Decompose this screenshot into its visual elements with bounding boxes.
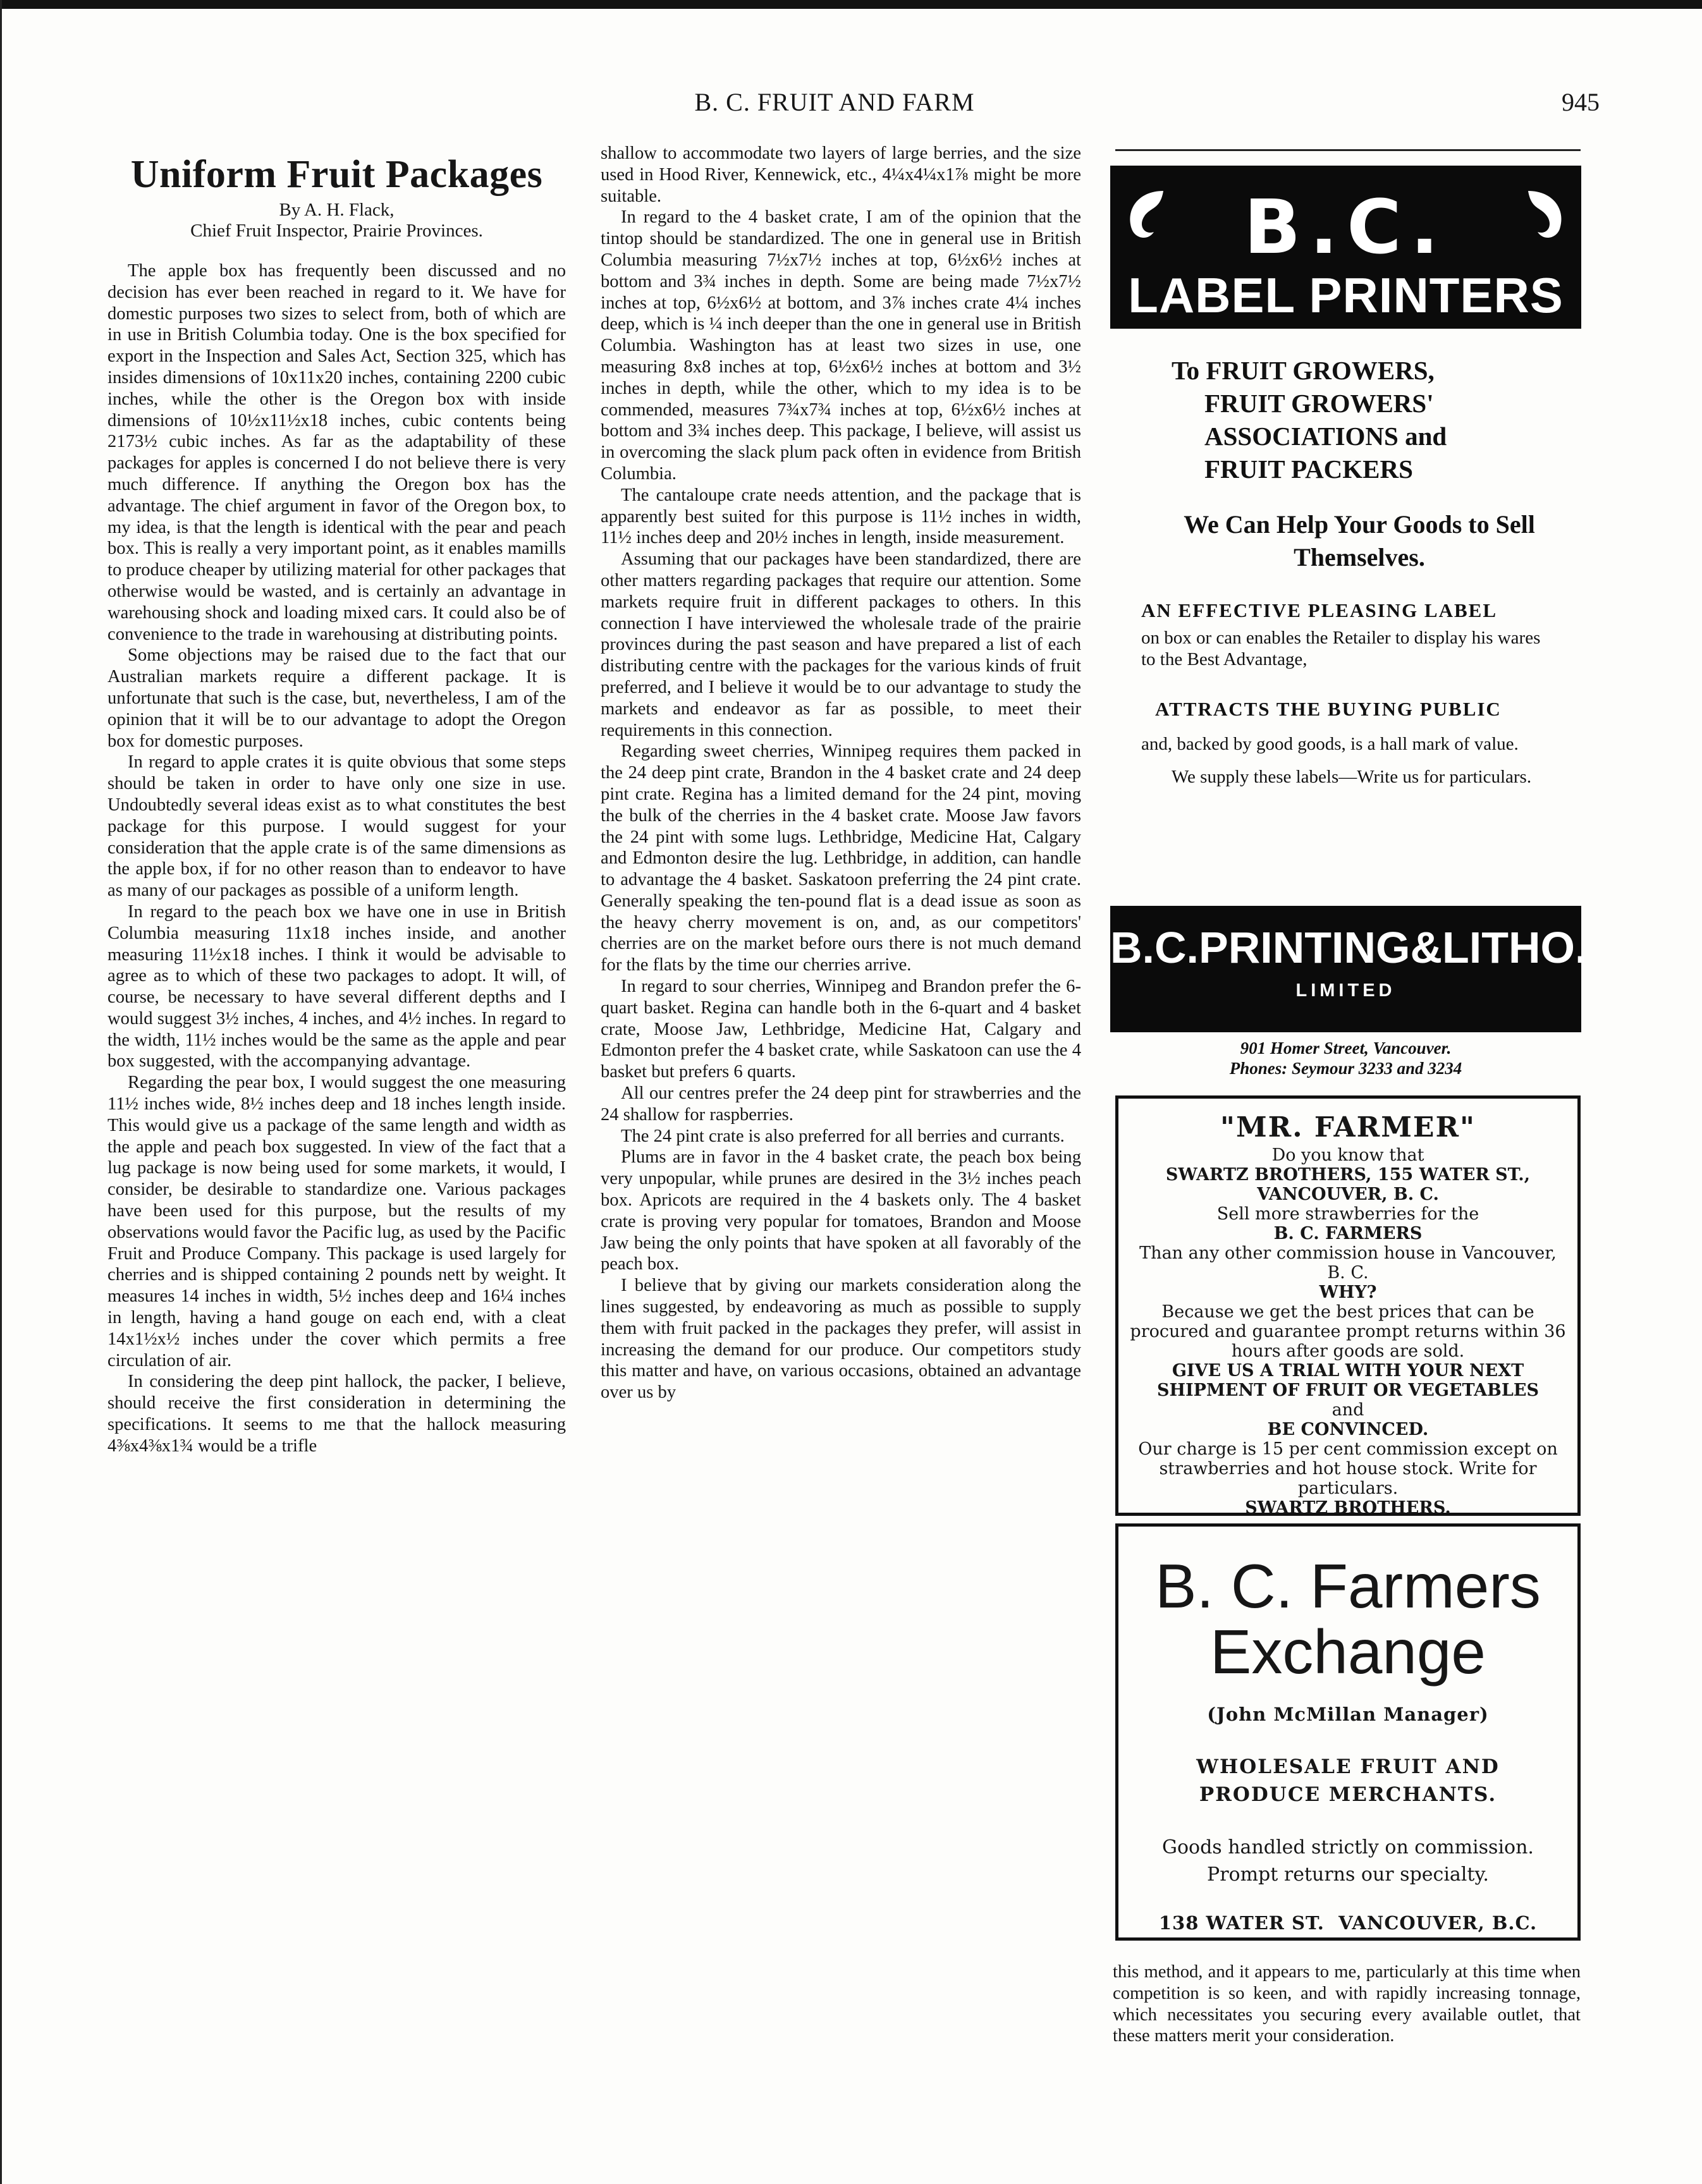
exchange-name-line-2: Exchange xyxy=(1210,1617,1486,1687)
article-byline: By A. H. Flack, xyxy=(279,200,395,220)
text-hall-mark: and, backed by good goods, is a hall mark of value. xyxy=(1141,734,1519,754)
printing-litho-banner xyxy=(1110,906,1588,1032)
article-paragraph: In regard to the peach box we have one in use in British Columbia measuring 11x18 inches inside, and another measuring 11½x18 inches. I think it would be advisable to agree as to which of these two packages to adopt. It will, of course, be necessary to have several different depths and I would suggest 3½ inches, 4 inches, and 4½ inches. In regard to the width, 11½ inches would be the same as the apple and pear box suggested, with the accompanying advantage. xyxy=(107,901,566,1071)
mr-farmer-line: Than any other commission house in Vancouver, B. C. xyxy=(1139,1243,1557,1283)
article-continuation-text: this method, and it appears to me, particularly at this time when competition is so keen, and with rapidly increasing tonnage, which necessitates you securing every available outlet, that these matters merit your consideration. xyxy=(1113,1962,1581,2046)
running-header: B. C. FRUIT AND FARM xyxy=(694,88,975,116)
mr-farmer-line: Do you know that xyxy=(1271,1145,1424,1165)
column-rule xyxy=(1115,149,1581,151)
banner-label-printers: LABEL PRINTERS xyxy=(1128,267,1564,323)
article-paragraph: The cantaloupe crate needs attention, and the package that is apparently best suited for this purpose is 11½ inches in width, 11½ inches deep and 20½ inches in length, inside measurement. xyxy=(601,485,1081,548)
article-title: Uniform Fruit Packages xyxy=(130,153,543,196)
mr-farmer-line: and xyxy=(1332,1400,1364,1420)
article-byline-role: Chief Fruit Inspector, Prairie Provinces. xyxy=(190,221,483,241)
mr-farmer-line: SWARTZ BROTHERS. xyxy=(1245,1498,1451,1518)
to-line-1: To FRUIT GROWERS, xyxy=(1172,356,1435,385)
article-paragraph: All our centres prefer the 24 deep pint for strawberries and the 24 shallow for raspberries. xyxy=(601,1083,1081,1125)
article-paragraph: Regarding sweet cherries, Winnipeg requires them packed in the 24 deep pint crate, Brandon in the 4 basket crate and 24 deep pint crate. Regina has a limited demand for the 24 pint, moving the bulk of the cherries in the 4 basket crate. Moose Jaw favors the 24 pint with some lugs. Lethbridge, Medicine Hat, Calgary and Edmonton desire the lug. Lethbridge, in addition, can handle to advantage the 4 basket. Saskatoon preferring the 24 pint crate. Generally speaking the ten-pound flat is a dead issue as soon as the heavy cherry movement is on, and, as our competitors' cherries are on the market before ours there is not much demand for the flats by the time our cherries arrive. xyxy=(601,741,1081,975)
caps-attracts-public: ATTRACTS THE BUYING PUBLIC xyxy=(1155,698,1502,720)
printing-address: 901 Homer Street, Vancouver. xyxy=(1240,1039,1452,1058)
mr-farmer-line: VANCOUVER, B. C. xyxy=(1257,1185,1439,1204)
banner-bc: B.C. xyxy=(1244,183,1448,271)
mr-farmer-line: BE CONVINCED. xyxy=(1267,1420,1429,1439)
mr-farmer-ad xyxy=(1115,1095,1581,1516)
to-line-4: FRUIT PACKERS xyxy=(1204,454,1413,484)
article-paragraph: In considering the deep pint hallock, the packer, I believe, should receive the first consideration in determining the specifications. It seems to me that the hallock measuring 4⅜x4⅜x1¾ would be a trifle xyxy=(107,1372,566,1456)
article-paragraph: Assuming that our packages have been standardized, there are other matters regarding packages that require our attention. Some markets require fruit in different packages to others. In this connection I have interviewed the wholesale trade of the prairie provinces during the past season and have prepared a list of each distributing centre with the packages for the various kinds of fruit preferred, and I believe it would be to our advantage to study the markets and endeavor as far as possible, to meet their requirements in this connection. xyxy=(601,549,1081,740)
mr-farmer-line: WHY? xyxy=(1319,1283,1377,1302)
article-paragraph: I believe that by giving our markets consideration along the lines suggested, by endeavoring as much as possible to supply them with fruit packed in the packages they prefer, will assist in increasing the demand for our produce. Our competitors study this matter and have, on various occasions, obtained an advantage over us by xyxy=(601,1276,1081,1403)
mr-farmer-line: Our charge is 15 per cent commission except on strawberries and hot house stock. Write for particulars. xyxy=(1138,1439,1558,1498)
exchange-line-2: Prompt returns our specialty. xyxy=(1207,1864,1489,1886)
to-line-3: ASSOCIATIONS and xyxy=(1204,422,1447,451)
exchange-business: WHOLESALE FRUIT AND PRODUCE MERCHANTS. xyxy=(1196,1755,1500,1806)
mr-farmer-line: Sell more strawberries for the xyxy=(1216,1204,1479,1224)
exchange-line-1: Goods handled strictly on commission. xyxy=(1162,1836,1534,1858)
page-left-edge xyxy=(0,0,2,2184)
printing-limited: LIMITED xyxy=(1295,980,1396,1001)
article-paragraph: The apple box has frequently been discussed and no decision has ever been reached in regard to it. We have for domestic purposes two sizes to select from, both of which are in use in British Columbia today. One is the box specified for export in the Inspection and Sales Act, Section 325, which has insides dimensions of 10x11x20 inches, containing 2200 cubic inches, while the other is the Oregon box with inside dimensions of 10½x11½x18 inches, cubic contents being 2173½ cubic inches. As far as the adaptability of these packages for apples is concerned I do not believe there is very much difference. If anything the Oregon box has the advantage. The chief argument in favor of the Oregon box, to my idea, is that the length is identical with the pear and peach box. This is really a very important point, as it enables mamills to produce cheaper by utilizing material for other packages that otherwise would be wasted, and is certainly an advantage in warehousing shock and loading mixed cars. It could also be of convenience to the trade in warehousing at distributing points. xyxy=(107,261,566,644)
article-paragraph: Plums are in favor in the 4 basket crate, the peach box being very unpopular, while prunes are desired in the 3½ inches peach box. Apricots are required in the 4 baskets only. The 4 basket crate is proving very popular for tomatoes, Brandon and Moose Jaw being the only points that have spoken at all favorably of the peach box. xyxy=(601,1147,1081,1274)
printing-phones: Phones: Seymour 3233 and 3234 xyxy=(1229,1059,1462,1078)
text-write-us: We supply these labels—Write us for particulars. xyxy=(1172,767,1532,787)
page-number: 945 xyxy=(1562,88,1600,116)
text-effective-label: on box or can enables the Retailer to display his wares to the Best Advantage, xyxy=(1141,628,1541,669)
printing-address-block xyxy=(1110,1038,1581,1078)
article-column-3-continuation xyxy=(1113,1961,1581,2047)
to-line-2: FRUIT GROWERS' xyxy=(1204,389,1434,418)
mr-farmer-line: SWARTZ BROTHERS, 155 WATER ST., xyxy=(1165,1165,1531,1185)
article-paragraph: The 24 pint crate is also preferred for all berries and currants. xyxy=(621,1126,1065,1146)
caps-effective-label: AN EFFECTIVE PLEASING LABEL xyxy=(1141,599,1498,621)
page-top-border xyxy=(0,0,1702,9)
article-paragraph: Regarding the pear box, I would suggest the one measuring 11½ inches wide, 8½ inches deep and 18 inches length inside. This would give us a package of the same length and width as the apple and peach box suggested. In view of the fact that a lug package is now being used for some markets, it would, I consider, be desirable to standardize one. Various packages have been used for this purpose, but the results of my observations would favor the Pacific lug, as used by the Pacific Fruit and Produce Company. This package is used largely for cherries and is shipped containing 2 pounds nett by weight. It measures 14 inches in width, 5½ inches deep and 16¼ inches in length, having a hand gouge on each end, with a cleat 14x1½x½ inches under the cover which permits a free circulation of air. xyxy=(107,1073,566,1370)
article-paragraph: In regard to apple crates it is quite obvious that some steps should be taken in order to have only one size in use. Undoubtedly several ideas exist as to what constitutes the best package for this purpose. I would suggest for your consideration that the apple crate is of the same dimensions as the apple box, if for no other reason than to endeavor to have as many of our packages as possible of a uniform length. xyxy=(107,752,566,901)
label-printers-banner xyxy=(1110,166,1581,329)
label-printers-ad-body xyxy=(1141,354,1577,788)
column-2-paragraphs xyxy=(601,143,1081,1403)
column-1-paragraphs xyxy=(107,260,566,1457)
mr-farmer-line: GIVE US A TRIAL WITH YOUR NEXT SHIPMENT OF FRUIT OR VEGETABLES xyxy=(1157,1361,1539,1400)
mr-farmer-heading: "MR. FARMER" xyxy=(1220,1111,1476,1144)
mr-farmer-line: B. C. FARMERS xyxy=(1273,1224,1423,1243)
exchange-name-line-1: B. C. Farmers xyxy=(1155,1551,1541,1621)
farmers-exchange-ad xyxy=(1115,1523,1581,1941)
mr-farmer-line: Because we get the best prices that can be procured and guarantee prompt returns within 36 hours after goods are sold. xyxy=(1130,1302,1566,1361)
article-column-1 xyxy=(107,145,566,1457)
article-paragraph: In regard to the 4 basket crate, I am of the opinion that the tintop should be standardized. The one in general use in British Columbia measuring 7½x7½ inches at top, 6½x6½ inches at bottom and 3¾ inches in depth. Some are being made 7½x7½ inches at top, 6½x6½ at bottom, and 3⅞ inches crate 4¼ inches deep, which is ¼ inch deeper than the one in general use in British Columbia. Washington has at least two sizes in use, one measuring 8x8 inches at top, 6½x6½ inches at bottom and 3½ inches in depth, while the other, which to my idea is to be commended, measures 7¾x7¾ inches at top, 6½x6½ inches at bottom and 3¾ inches deep. This package, I believe, will assist us in overcoming the slack plum pack often in evidence from British Columbia. xyxy=(601,207,1081,484)
exchange-manager: (John McMillan Manager) xyxy=(1207,1704,1489,1725)
article-column-2 xyxy=(601,143,1081,1403)
article-paragraph: shallow to accommodate two layers of large berries, and the size used in Hood River, Kennewick, etc., 4¼x4¼x1⅞ might be more suitable. xyxy=(601,143,1081,206)
exchange-address: 138 WATER ST. VANCOUVER, B.C. xyxy=(1158,1912,1538,1934)
article-paragraph: Some objections may be raised due to the fact that our Australian markets require a different package. It is unfortunate that such is the case, but, nevertheless, I am of the opinion that it will be to our advantage to adopt the Oregon box for domestic purposes. xyxy=(107,645,566,751)
printing-name: B.C.PRINTING&LITHO. xyxy=(1110,923,1588,972)
label-headline: We Can Help Your Goods to Sell Themselves. xyxy=(1184,510,1535,571)
article-paragraph: In regard to sour cherries, Winnipeg and Brandon prefer the 6-quart basket. Regina can handle both in the 6-quart and 4 basket crate, Moose Jaw, Lethbridge, Medicine Hat, Calgary and Edmonton prefer the 4 basket crate, while Saskatoon can use the 4 basket but prefers 6 quarts. xyxy=(601,977,1081,1082)
